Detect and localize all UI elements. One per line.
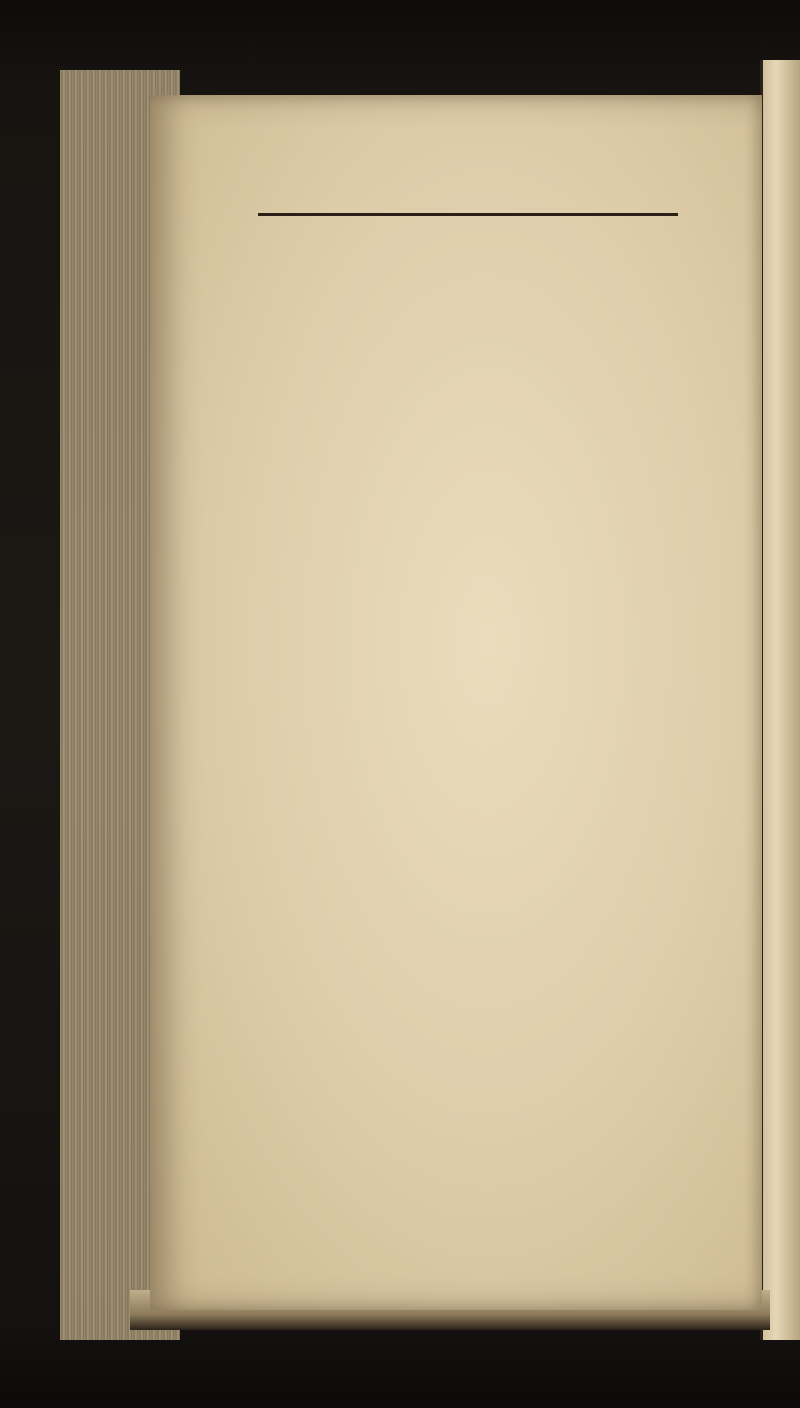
section-rule — [258, 213, 678, 216]
page-stack-right — [760, 60, 800, 1340]
book-page — [150, 95, 762, 1310]
page-text — [193, 185, 743, 242]
